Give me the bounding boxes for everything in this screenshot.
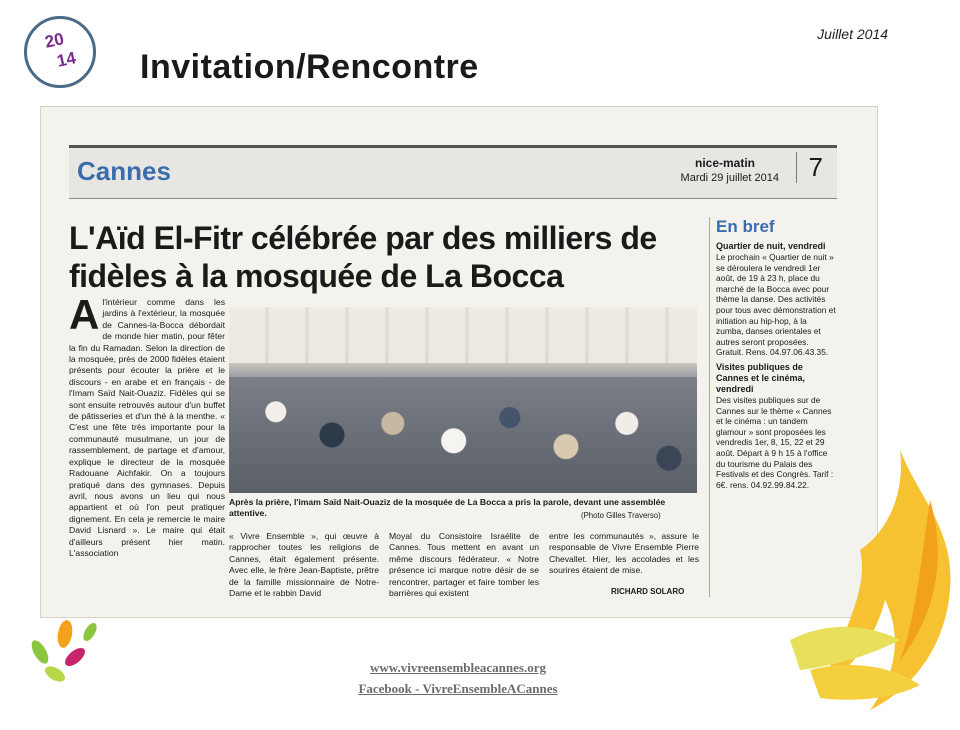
photo-crowd (229, 377, 697, 493)
photo-caption: Après la prière, l'imam Saïd Nait-Ouaziz de la mosquée de La Bocca a pris la parole, devant une assemblée attentive. (229, 497, 666, 518)
year-badge-line1: 20 (43, 29, 66, 52)
photo-credit: (Photo Gilles Traverso) (581, 511, 661, 520)
article-headline: L'Aïd El-Fitr célébrée par des milliers de fidèles à la mosquée de La Bocca (69, 220, 657, 294)
newspaper-clipping (40, 106, 878, 618)
article-lead-text: l'intérieur comme dans les jardins à l'extérieur, la mosquée de Cannes-la-Bocca débordait de monde hier matin, pour fêter la fin du Ramadan. Selon la direction de la mosquée, près de 2000 fidèles étaient présents pour écouter la prière et le discours - en arabe et en français - de l'Imam Saïd Nait-Ouaziz. Fidèles qui se sont ensuite retrouvés autour d'un buffet de pâtisseries et d'un thé à la menthe. « C'est une fête très importante pour la communauté musulmane, un jour de rassemblement, de partage et d'amour, explique le directeur de la mosquée Radouane Aichfakir. On a toujours pratiqué dans des gymnases. Depuis avril, nous avons un lieu qui nous appartient et où l'on peut pratiquer dignement. En cela je remercie le maire David Lisnard ». Le maire qui était d'ailleurs présent hier matin. L'association (69, 297, 225, 558)
leaves-icon (20, 612, 110, 692)
year-badge-line2: 14 (55, 48, 78, 71)
article-column-2: « Vivre Ensemble », qui œuvre à rapprocher toutes les religions de Cannes, était également présente. Avec elle, le frère Jean-Baptiste, prêtre de la famille missionnaire de Notre-Dame et le rabbin David (229, 531, 379, 599)
newspaper-date: Mardi 29 juillet 2014 (680, 172, 779, 184)
brief-heading-2: Visites publiques de Cannes et le cinéma, vendredi (716, 361, 806, 394)
en-bref-title: En bref (716, 217, 775, 236)
brief-heading-1: Quartier de nuit, vendredi (716, 241, 826, 251)
slide-title: Invitation/Rencontre (140, 48, 479, 86)
year-badge (24, 16, 96, 88)
photo-tent-canopy (229, 307, 697, 363)
article-byline: RICHARD SOLARO (611, 587, 685, 596)
newspaper-header (69, 145, 837, 199)
article-lead-column (69, 291, 225, 559)
article-photo (229, 307, 697, 493)
brief-text-2: Des visites publiques sur de Cannes sur le thème « Cannes et le cinéma : un tandem glamour » sont proposées les vendredis 1er, 8, 15, 22 et 29 août. Départ à 9 h 15 à l'office du tourisme du Palais des Festivals et des Congrès. Tarif : 6€. rens. 04.92.99.84.22. (716, 394, 834, 490)
slide-date: Juillet 2014 (817, 26, 888, 42)
article-column-4: entre les communautés », assure le responsable de Vivre Ensemble Pierre Chevallet. Hier, les accolades et les sourires étaient de mise. (549, 531, 699, 576)
article-dropcap: A (69, 291, 100, 338)
newspaper-name: nice-matin (694, 156, 755, 170)
newspaper-section: Cannes (77, 156, 171, 186)
article-column-3: Moyal du Consistoire Israélite de Cannes. Tous mettent en avant un même discours fédérateur. « Notre présence ici marque notre désir de se rencontrer, partager et faire tomber les barrières qui existent (389, 531, 539, 599)
website-link[interactable]: www.vivreensembleacannes.org (370, 660, 546, 675)
newspaper-page-number: 7 (796, 152, 823, 183)
brief-text-1: Le prochain « Quartier de nuit » se déroulera le vendredi 1er août, de 19 à 23 h, place du marché de la Bocca avec pour thème la danse. Des activités pour tous avec démonstration et initiation au hip-hop, à la zumba, danses orientales et autres seront proposées. Gratuit. Rens. 04.97.06.43.35. (716, 252, 836, 358)
facebook-link[interactable]: Facebook - VivreEnsembleACannes (358, 681, 558, 696)
